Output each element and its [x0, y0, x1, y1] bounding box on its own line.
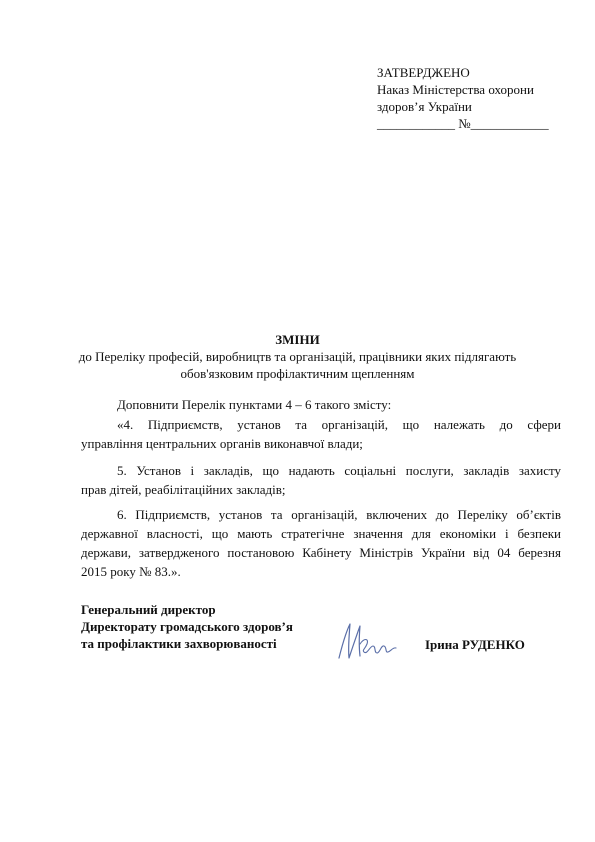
document-subtitle-line-1: до Переліку професій, виробництв та організацій, працівники яких підлягають — [78, 349, 517, 364]
item-6-line-1: 6. Підприємств, установ та організацій, включених до Переліку об’єктів — [117, 507, 561, 522]
document-title: ЗМІНИ — [275, 332, 320, 347]
intro-paragraph: Доповнити Перелік пунктами 4 – 6 такого змісту: — [117, 397, 392, 412]
approval-block — [377, 64, 567, 132]
signer-position-line-1: Генеральний директор — [81, 602, 216, 617]
approval-order-line: Наказ Міністерства охорони — [377, 82, 534, 97]
item-4-line-2: управління центральних органів виконавчої влади; — [81, 436, 363, 451]
document-subtitle-line-2: обов'язковим профілактичним щепленням — [180, 366, 415, 381]
approval-heading: ЗАТВЕРДЖЕНО — [377, 65, 470, 80]
item-4-line-1: «4. Підприємств, установ та організацій, що належать до сфери — [117, 417, 561, 432]
item-6-line-2: державної власності, що мають стратегічне значення для економіки і безпеки — [81, 526, 561, 541]
approval-ministry-line: здоров’я України — [377, 99, 472, 114]
handwritten-signature — [336, 620, 400, 664]
signer-position-block — [81, 601, 293, 652]
item-6-line-4: 2015 року № 83.». — [81, 564, 181, 579]
signer-name: Ірина РУДЕНКО — [425, 637, 525, 652]
item-5-line-1: 5. Установ і закладів, що надають соціальні послуги, закладів захисту — [117, 463, 561, 478]
item-5-line-2: прав дітей, реабілітаційних закладів; — [81, 482, 286, 497]
item-6-line-3: держави, затвердженого постановою Кабінету Міністрів України від 04 березня — [81, 545, 561, 560]
signer-position-line-3: та профілактики захворюваності — [81, 636, 277, 651]
approval-date-number-line: ____________ №____________ — [377, 116, 549, 131]
signer-position-line-2: Директорату громадського здоров’я — [81, 619, 293, 634]
